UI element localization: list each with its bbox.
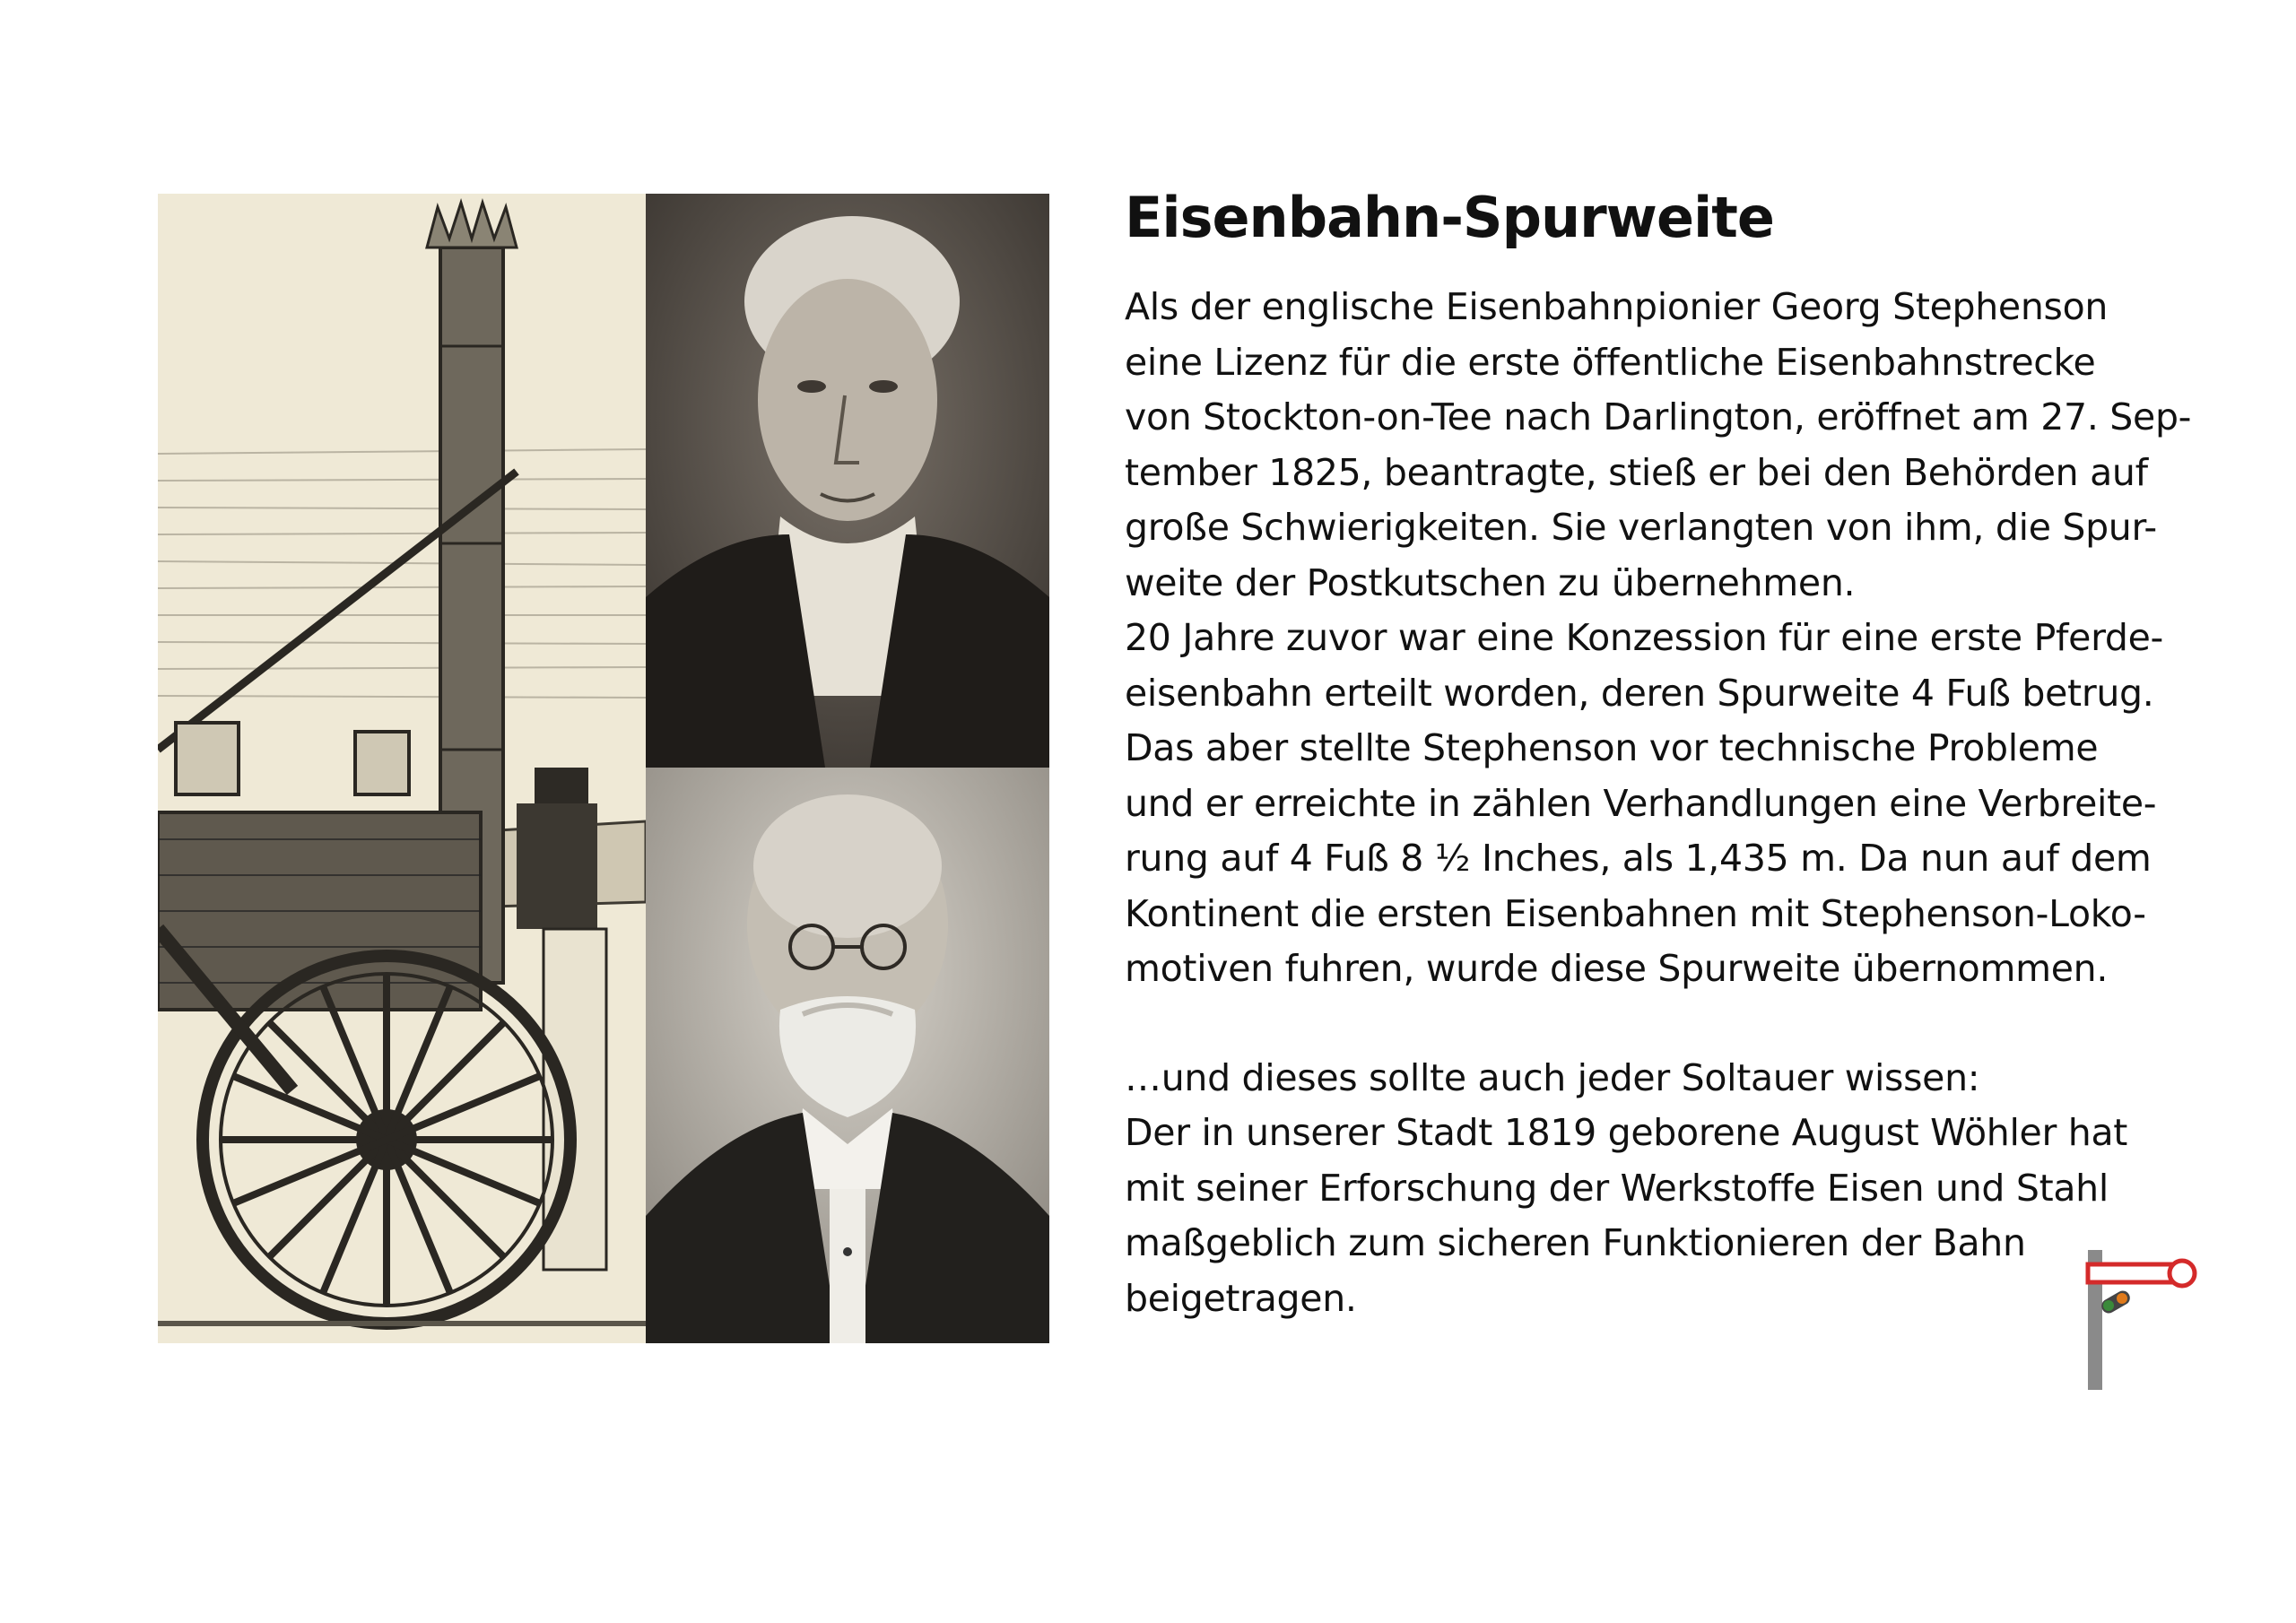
article-paragraph-woehler: …und dieses sollte auch jeder Soltauer wissen: Der in unserer Stadt 1819 geborene August Wöhler hat mit seiner Erforschung der Werkstoffe Eisen und Stahl maßgeblich zum sicheren Funktionieren der Bahn beigetragen. <box>1125 1055 2128 1320</box>
image-collage <box>158 194 1049 1343</box>
portrait-august-woehler-image <box>646 768 1049 1343</box>
locomotive-engraving-image <box>158 194 646 1343</box>
railway-signal-icon <box>2081 1246 2197 1390</box>
article-title: Eisenbahn-Spurweite <box>1125 185 1774 250</box>
article-text <box>1125 179 2228 1326</box>
article-paragraph-stephenson: Als der englische Eisenbahnpionier Georg Stephenson eine Lizenz für die erste öffentliche Eisenbahnstrecke von Stockton-on-Tee nach Darlington, eröffnet am 27. Sep- tember 1825, beantragte, stieß er bei den Behörden auf große Schwierigkeiten. Sie verlangten von ihm, die Spur- weite der Postkutschen zu übernehmen. 20 Jahre zuvor war eine Konzession für eine erste Pferde- eisenbahn erteilt worden, deren Spurweite 4 Fuß betrug. Das aber stellte Stephenson vor technische Probleme und er erreichte in zählen Verhandlungen eine Verbreite- rung auf 4 Fuß 8 ½ Inches, als 1,435 m. Da nun auf dem Kontinent die ersten Eisenbahnen mit Stephenson-Loko- motiven fuhren, wurde diese Spurweite übernommen. <box>1125 285 2192 990</box>
portrait-georg-stephenson-image <box>646 194 1049 768</box>
